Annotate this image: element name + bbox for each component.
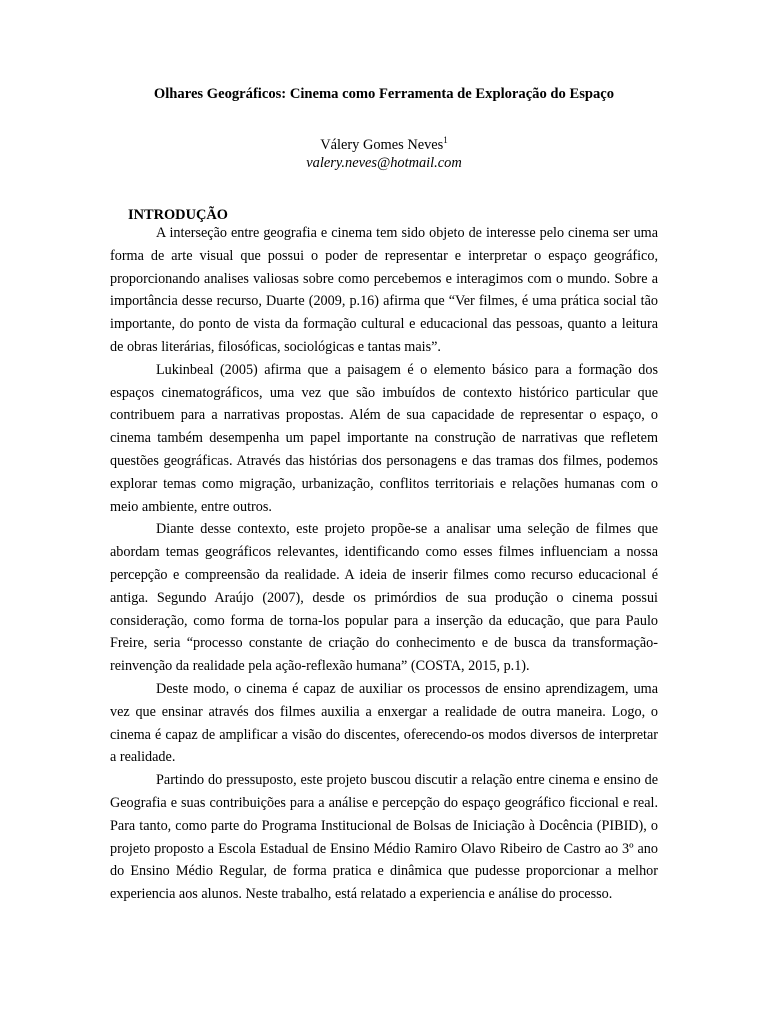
author-footnote-mark: 1	[443, 135, 448, 145]
author-name: Válery Gomes Neves	[320, 137, 444, 153]
paragraph: Lukinbeal (2005) afirma que a paisagem é o elemento básico para a formação dos espaços cinematográficos, uma vez que são imbuídos de contexto histórico particular que contribuem para a narrativas propostas. Além de sua capacidade de representar o espaço, o cinema também desempenha um papel importante na construção de narrativas que refletem questões geográficas. Através das histórias dos personagens e das tramas dos filmes, podemos explorar temas como migração, urbanização, conflitos territoriais e relações humanas com o meio ambiente, entre outros.	[110, 361, 658, 515]
body-text	[110, 222, 658, 906]
section-heading: INTRODUÇÃO	[128, 207, 228, 223]
document-title: Olhares Geográficos: Cinema como Ferramenta de Exploração do Espaço	[153, 86, 615, 102]
author-line	[0, 135, 768, 154]
paragraph: Partindo do pressuposto, este projeto buscou discutir a relação entre cinema e ensino de Geografia e suas contribuições para a análise e percepção do espaço geográfico ficcional e real. Para tanto, como parte do Programa Institucional de Bolsas de Iniciação à Docência (PIBID), o projeto proposto a Escola Estadual de Ensino Médio Ramiro Olavo Ribeiro de Castro ao 3º ano do Ensino Médio Regular, de forma pratica e dinâmica que pudesse proporcionar a melhor experiencia aos alunos. Neste trabalho, está relatado a experiencia e análise do processo.	[110, 772, 658, 903]
paragraph: Deste modo, o cinema é capaz de auxiliar os processos de ensino aprendizagem, uma vez que ensinar através dos filmes auxilia a enxergar a realidade de outra maneira. Logo, o cinema é capaz de amplificar a visão do discentes, oferecendo-os modos diversos de interpretar a realidade.	[110, 680, 658, 766]
author-email: valery.neves@hotmail.com	[306, 155, 462, 171]
paragraph: A interseção entre geografia e cinema tem sido objeto de interesse pelo cinema ser uma forma de arte visual que possui o poder de representar e interpretar o espaço geográfico, proporcionando analises valiosas sobre como percebemos e interagimos com o mundo. Sobre a importância desse recurso, Duarte (2009, p.16) afirma que “Ver filmes, é uma prática social tão importante, do ponto de vista da formação cultural e educacional das pessoas, quanto a leitura de obras literárias, filosóficas, sociológicas e tantas mais”.	[110, 225, 658, 355]
paragraph: Diante desse contexto, este projeto propõe-se a analisar uma seleção de filmes que abordam temas geográficos relevantes, identificando como esses filmes influenciam a nossa percepção e compreensão da realidade. A ideia de inserir filmes como recurso educacional é antiga. Segundo Araújo (2007), desde os primórdios de sua produção o cinema possui consideração, como forma de torna-los popular para a inserção da educação, que para Paulo Freire, seria “processo constante de criação do conhecimento e de busca da transformação-reinvenção da realidade pela ação-reflexão humana” (COSTA, 2015, p.1).	[110, 521, 658, 675]
